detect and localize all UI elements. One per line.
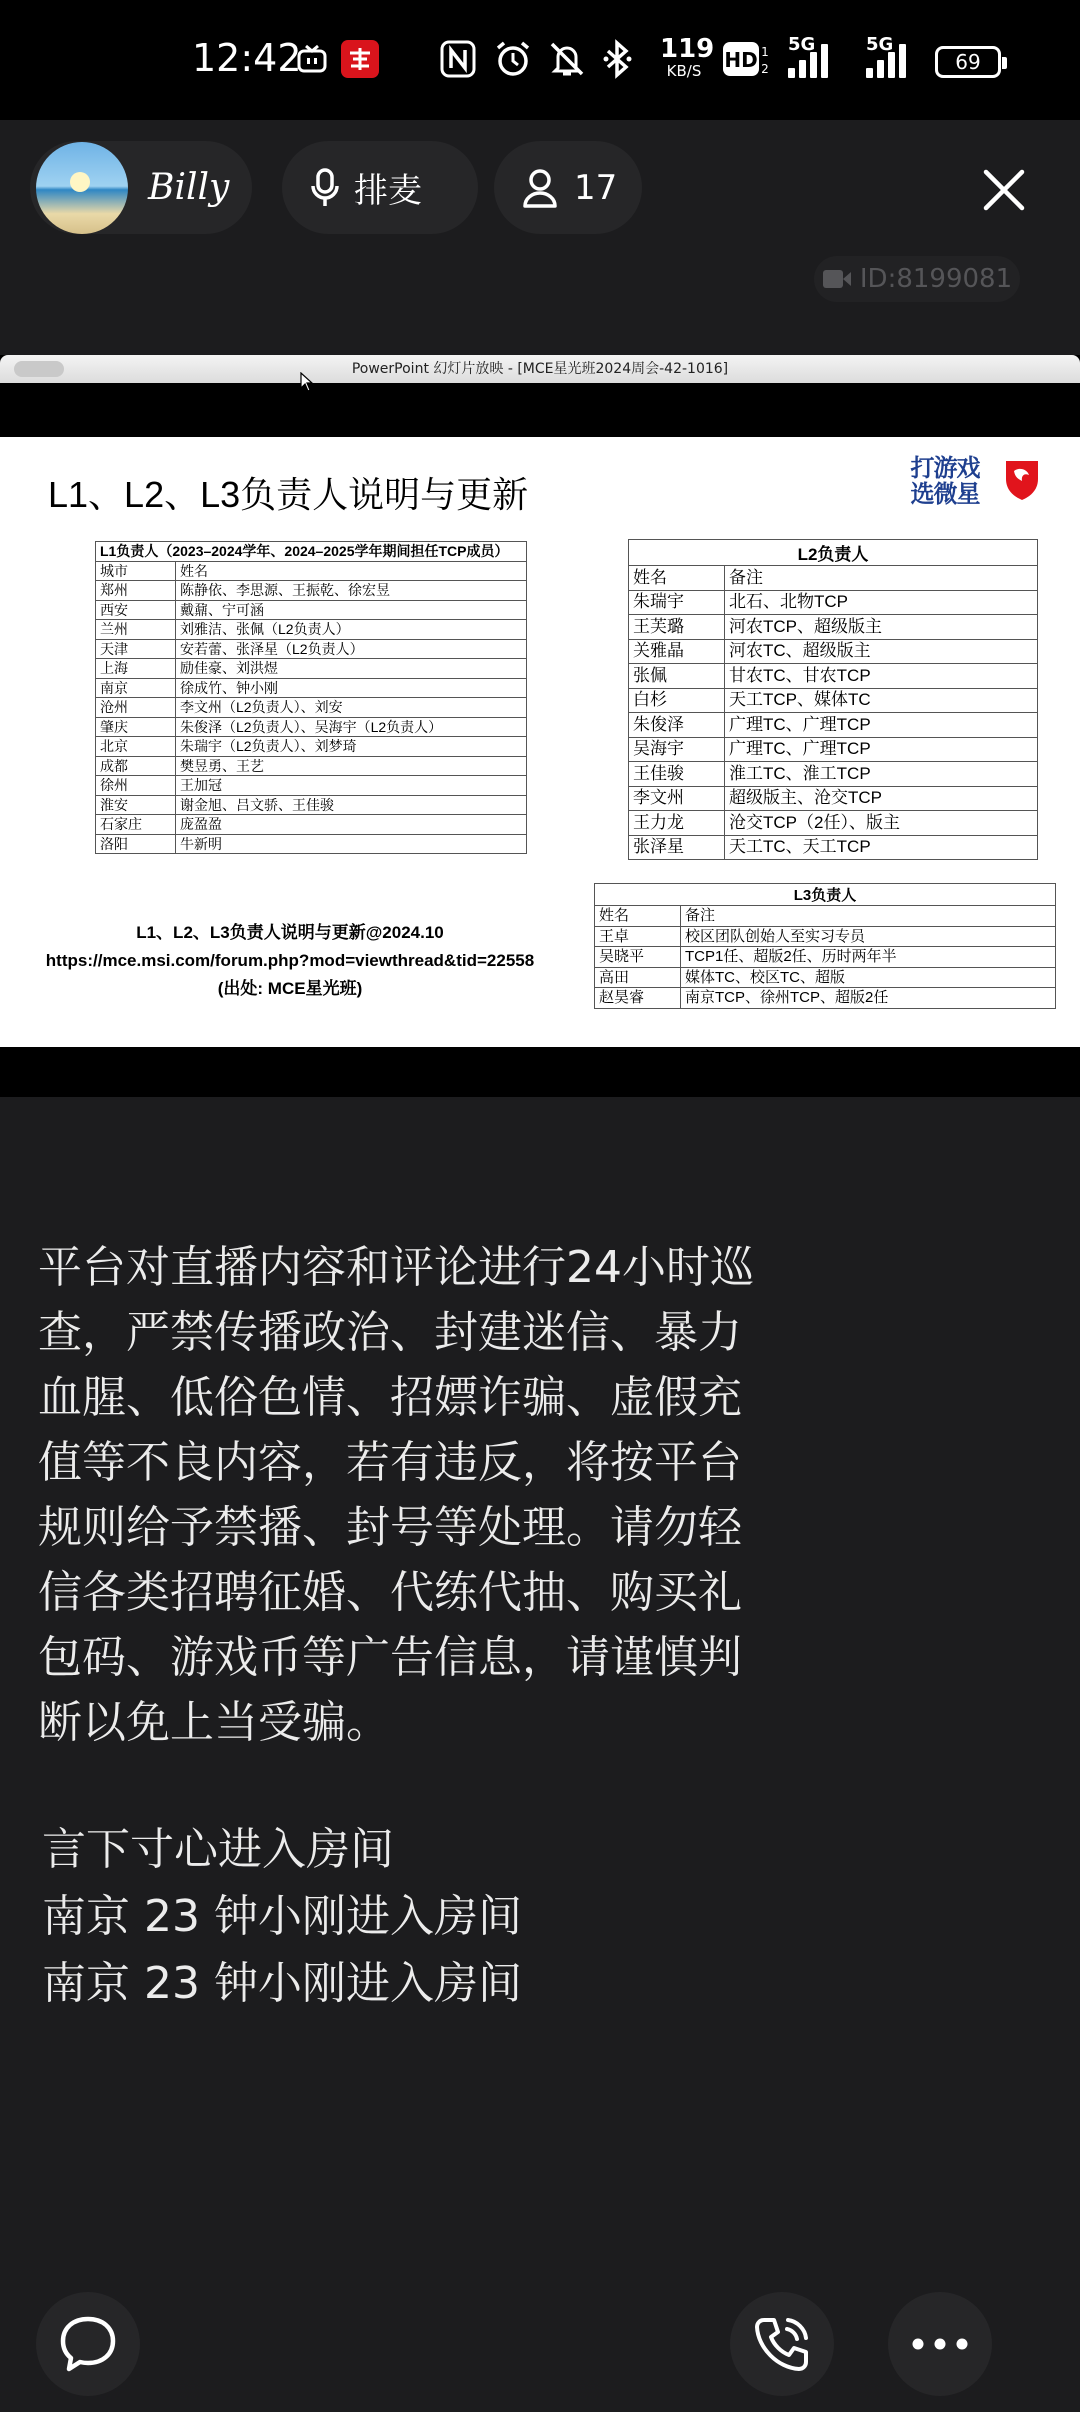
l2-table-title: L2负责人 bbox=[629, 540, 1038, 566]
table-row: 吴海宇 广理TC、广理TCP bbox=[629, 737, 1038, 762]
mute-icon bbox=[548, 38, 586, 80]
svg-text:2: 2 bbox=[761, 62, 769, 76]
table-row: 王佳骏 淮工TC、淮工TCP bbox=[629, 762, 1038, 787]
chat-message: 言下寸心进入房间 bbox=[42, 1824, 394, 1875]
mic-queue-label: 排麦 bbox=[354, 171, 422, 211]
nfc-icon bbox=[440, 38, 476, 80]
table-row: 李文州 超级版主、沧交TCP bbox=[629, 786, 1038, 811]
presentation-slide bbox=[0, 437, 1080, 1047]
close-button[interactable] bbox=[968, 154, 1040, 226]
more-dots-icon bbox=[910, 2336, 970, 2352]
table-header: 姓名 bbox=[595, 906, 681, 927]
table-row: 沧州 李文州（L2负责人）、刘安 bbox=[96, 698, 527, 718]
slide-title: L1、L2、L3负责人说明与更新 bbox=[48, 474, 529, 515]
screen-share-view bbox=[0, 355, 1080, 1097]
network-speed: 119 KB/S bbox=[660, 34, 715, 80]
table-header: 备注 bbox=[681, 906, 1056, 927]
chat-message: 南京 23 钟小刚进入房间 bbox=[42, 1891, 522, 1942]
slide-footnote: L1、L2、L3负责人说明与更新@2024.10 https://mce.msi.com/forum.php?mod=viewthread&tid=22558 (出处: MCE星光班) bbox=[45, 923, 535, 998]
table-row: 朱俊泽 广理TC、广理TCP bbox=[629, 713, 1038, 738]
table-row: 白杉 天工TCP、媒体TC bbox=[629, 688, 1038, 713]
table-row: 张泽星 天工TC、天工TCP bbox=[629, 835, 1038, 860]
platform-notice: 平台对直播内容和评论进行24小时巡查，严禁传播政治、封建迷信、暴力血腥、低俗色情、招嫖诈骗、虚假充值等不良内容，若有违反，将按平台规则给予禁播、封号等处理。请勿轻信各类招聘征婚、代练代抽、购买礼包码、游戏币等广告信息，请谨慎判断以免上当受骗。 bbox=[38, 1242, 754, 1748]
chat-message: 南京 23 钟小刚进入房间 bbox=[42, 1958, 522, 2009]
clock: 12:42 bbox=[192, 36, 302, 80]
study-app-icon bbox=[341, 38, 379, 80]
table-row: 北京 朱瑞宇（L2负责人）、刘梦琦 bbox=[96, 737, 527, 757]
status-bar bbox=[0, 0, 1080, 120]
table-row: 王力龙 沧交TCP（2任）、版主 bbox=[629, 811, 1038, 836]
mouse-cursor-icon bbox=[300, 372, 314, 396]
table-header: 姓名 bbox=[176, 561, 527, 581]
table-row: 徐州 王加冠 bbox=[96, 776, 527, 796]
audience-count: 17 bbox=[574, 167, 618, 208]
table-row: 石家庄 庞盈盈 bbox=[96, 815, 527, 835]
battery-indicator: 69 bbox=[935, 46, 1001, 78]
avatar[interactable] bbox=[36, 142, 128, 234]
l2-leaders-table bbox=[628, 539, 1038, 860]
table-row: 上海 励佳豪、刘洪煜 bbox=[96, 659, 527, 679]
table-header: 城市 bbox=[96, 561, 176, 581]
signal-sim2-icon: 5G bbox=[866, 38, 906, 78]
table-row: 肇庆 朱俊泽（L2负责人）、吴海宇（L2负责人） bbox=[96, 717, 527, 737]
audience-count-button[interactable] bbox=[494, 141, 642, 234]
table-row: 郑州 陈静依、李思源、王振乾、徐宏昱 bbox=[96, 581, 527, 601]
table-row: 王卓 校区团队创始人至实习专员 bbox=[595, 926, 1056, 947]
microphone-icon bbox=[310, 168, 340, 208]
room-id-badge bbox=[814, 256, 1020, 302]
tv-icon bbox=[296, 38, 328, 80]
msi-slogan: 打游戏 选微星 bbox=[910, 454, 980, 508]
chat-bubble-icon bbox=[57, 2313, 119, 2375]
window-control bbox=[14, 361, 64, 377]
svg-text:1: 1 bbox=[761, 45, 769, 59]
powerpoint-title-bar bbox=[0, 355, 1080, 383]
phone-call-icon bbox=[750, 2312, 814, 2376]
l3-leaders-table bbox=[594, 883, 1056, 1009]
table-row: 成都 樊昱勇、王艺 bbox=[96, 756, 527, 776]
window-title: PowerPoint 幻灯片放映 - [MCE星光班2024周会-42-1016] bbox=[351, 361, 729, 377]
alarm-icon bbox=[494, 38, 532, 80]
host-profile-pill[interactable] bbox=[30, 141, 252, 234]
comment-button[interactable] bbox=[36, 2292, 140, 2396]
table-row: 高田 媒体TC、校区TC、超版 bbox=[595, 967, 1056, 988]
table-row: 兰州 刘雅洁、张佩（L2负责人） bbox=[96, 620, 527, 640]
l3-table-title: L3负责人 bbox=[595, 884, 1056, 906]
table-row: 洛阳 牛新明 bbox=[96, 834, 527, 854]
live-room-header bbox=[0, 120, 1080, 370]
l1-leaders-table bbox=[95, 541, 527, 854]
table-row: 关雅晶 河农TC、超级版主 bbox=[629, 639, 1038, 664]
table-row: 张佩 甘农TC、甘农TCP bbox=[629, 664, 1038, 689]
table-row: 天津 安若蕾、张泽星（L2负责人） bbox=[96, 639, 527, 659]
table-row: 淮安 谢金旭、吕文骄、王佳骏 bbox=[96, 795, 527, 815]
person-icon bbox=[522, 168, 558, 208]
bluetooth-icon bbox=[602, 38, 632, 80]
voice-call-button[interactable] bbox=[730, 2292, 834, 2396]
msi-dragon-logo-icon bbox=[1003, 457, 1041, 501]
table-row: 西安 戴鼐、宁可涵 bbox=[96, 600, 527, 620]
signal-sim1-icon: 5G bbox=[788, 38, 828, 78]
table-row: 赵昊睿 南京TCP、徐州TCP、超版2任 bbox=[595, 988, 1056, 1009]
mic-queue-button[interactable] bbox=[282, 141, 478, 234]
svg-text:HD: HD bbox=[724, 48, 758, 72]
l1-table-title: L1负责人（2023–2024学年、2024–2025学年期间担任TCP成员） bbox=[96, 542, 527, 562]
host-username: Billy bbox=[148, 167, 230, 208]
video-camera-icon bbox=[822, 268, 852, 290]
table-row: 王芙璐 河农TCP、超级版主 bbox=[629, 615, 1038, 640]
room-id: ID:8199081 bbox=[859, 264, 1013, 294]
table-row: 南京 徐成竹、钟小刚 bbox=[96, 678, 527, 698]
more-options-button[interactable] bbox=[888, 2292, 992, 2396]
table-header: 姓名 bbox=[629, 566, 725, 591]
table-row: 吴晓平 TCP1任、超版2任、历时两年半 bbox=[595, 947, 1056, 968]
table-row: 朱瑞宇 北石、北物TCP bbox=[629, 590, 1038, 615]
close-icon bbox=[982, 168, 1026, 212]
hd-icon bbox=[722, 38, 772, 80]
table-header: 备注 bbox=[725, 566, 1038, 591]
